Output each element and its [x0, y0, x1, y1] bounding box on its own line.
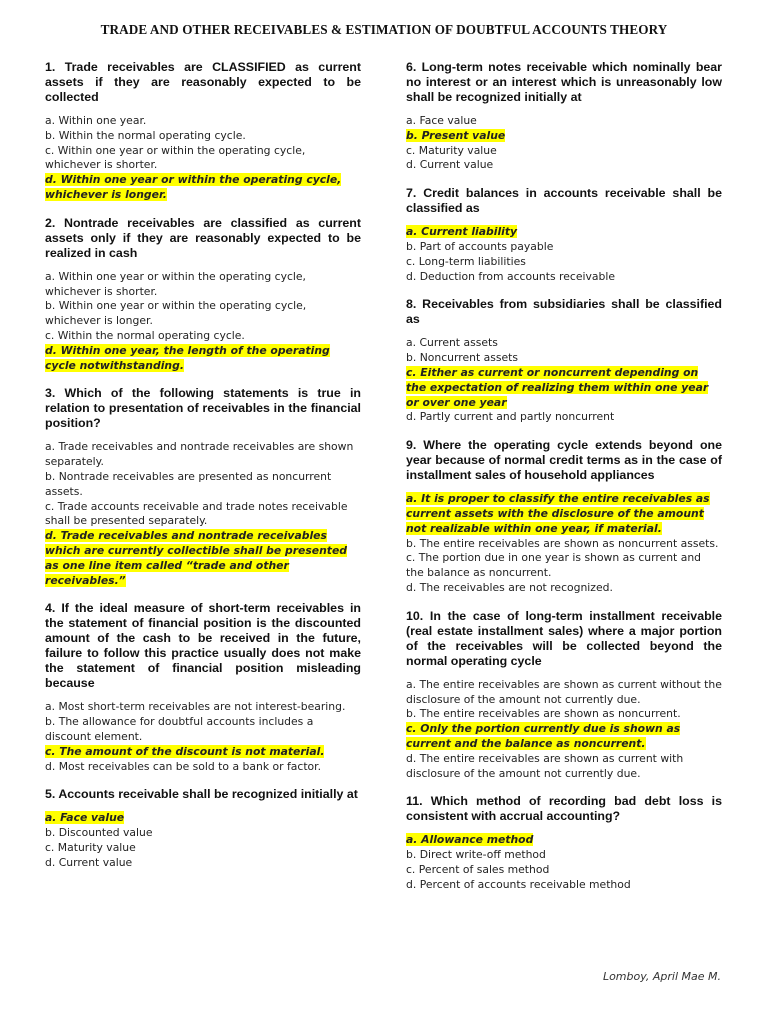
question-block	[45, 601, 361, 774]
option-text: b. Direct write-off method	[406, 848, 546, 862]
option-text: d. Current value	[45, 855, 133, 869]
answer-option-highlighted	[406, 225, 722, 240]
answer-option-highlighted	[406, 129, 722, 144]
answer-option	[406, 581, 722, 596]
option-text: b. Nontrade receivables are presented as noncurrent assets.	[45, 469, 332, 498]
question-text: 1. Trade receivables are CLASSIFIED as current assets if they are reasonably expected to be collected	[45, 60, 361, 104]
answer-option-highlighted	[406, 833, 722, 848]
answer-option	[406, 878, 722, 893]
option-text: d. Trade receivables and nontrade receivables which are currently collectible shall be presented as one line item called “trade and other receivables.”	[45, 529, 348, 587]
answer-option	[406, 240, 722, 255]
answer-option	[406, 537, 722, 552]
answer-option	[406, 114, 722, 129]
question-text: 8. Receivables from subsidiaries shall be classified as	[406, 297, 722, 327]
option-text: c. Percent of sales method	[406, 862, 550, 876]
answer-option	[406, 336, 722, 351]
option-text: b. Noncurrent assets	[406, 351, 518, 365]
option-text: a. Allowance method	[406, 833, 534, 847]
answer-option	[45, 500, 361, 530]
question-block	[406, 186, 722, 284]
answer-option	[45, 826, 361, 841]
option-text: b. Within the normal operating cycle.	[45, 128, 246, 142]
answer-option	[45, 700, 361, 715]
option-text: a. Trade receivables and nontrade receivables are shown separately.	[45, 440, 354, 469]
option-text: d. The entire receivables are shown as current with disclosure of the amount not currently due.	[406, 751, 684, 780]
author-name: Lomboy, April Mae M.	[602, 970, 721, 983]
answer-option-highlighted	[406, 722, 722, 752]
option-text: b. Present value	[406, 128, 506, 142]
option-text: a. Current assets	[406, 336, 498, 350]
option-text: c. Only the portion currently due is shown as current and the balance as noncurrent.	[406, 722, 681, 750]
question-text: 10. In the case of long-term installment receivable (real estate installment sales) where a major portion of the receivables will be collected beyond the normal operating cycle	[406, 608, 722, 668]
answer-option-highlighted	[406, 492, 722, 536]
option-text: c. Within the normal operating cycle.	[45, 328, 245, 342]
option-text: b. The entire receivables are shown as noncurrent.	[406, 707, 681, 721]
answer-option-highlighted	[45, 529, 361, 588]
option-text: a. Most short-term receivables are not interest-bearing.	[45, 700, 346, 714]
answer-option-highlighted	[406, 366, 722, 410]
answer-option	[45, 299, 361, 329]
answer-option	[45, 129, 361, 144]
option-text: a. It is proper to classify the entire receivables as current assets with the disclosure of the amount not realizable within one year, if material.	[406, 492, 710, 535]
answer-option	[45, 114, 361, 129]
option-text: d. Most receivables can be sold to a bank or factor.	[45, 759, 322, 773]
option-text: a. Face value	[406, 114, 477, 127]
option-text: b. The entire receivables are shown as noncurrent assets.	[406, 536, 719, 550]
option-text: a. The entire receivables are shown as current without the disclosure of the amount not currently due.	[406, 677, 722, 706]
answer-option	[406, 848, 722, 863]
option-text: c. The portion due in one year is shown as current and the balance as noncurrent.	[406, 551, 702, 580]
answer-option	[45, 270, 361, 300]
answer-option	[45, 329, 361, 344]
option-text: a. Within one year or within the operating cycle, whichever is shorter.	[45, 269, 306, 298]
question-text: 11. Which method of recording bad debt loss is consistent with accrual accounting?	[406, 794, 722, 824]
answer-option	[406, 144, 722, 159]
question-block	[45, 386, 361, 588]
answer-option	[406, 158, 722, 173]
answer-option	[406, 863, 722, 878]
option-text: d. Percent of accounts receivable method	[406, 877, 631, 891]
option-text: a. Face value	[45, 811, 125, 825]
answer-option	[406, 678, 722, 708]
option-text: c. Long-term liabilities	[406, 254, 526, 268]
question-block	[45, 787, 361, 870]
question-text: 2. Nontrade receivables are classified as current assets only if they are reasonably expected to be realized in cash	[45, 215, 361, 260]
option-text: d. Current value	[406, 158, 494, 172]
question-text: 4. If the ideal measure of short-term receivables in the statement of financial position is the discounted amount of the cash to be received in the future, failure to follow this practice usually does not make the statement of financial position misleading because	[45, 601, 361, 691]
answer-option	[406, 270, 722, 285]
question-block	[406, 438, 722, 596]
answer-option	[45, 440, 361, 470]
question-block	[406, 609, 722, 782]
answer-option-highlighted	[45, 344, 361, 374]
answer-option	[406, 351, 722, 366]
option-text: b. The allowance for doubtful accounts includes a discount element.	[45, 715, 314, 743]
answer-option	[406, 255, 722, 270]
answer-option	[45, 470, 361, 500]
question-text: 7. Credit balances in accounts receivable shall be classified as	[406, 186, 722, 216]
answer-option	[45, 841, 361, 856]
option-text: b. Within one year or within the operating cycle, whichever is longer.	[45, 299, 307, 328]
answer-option	[406, 752, 722, 782]
question-text: 9. Where the operating cycle extends beyond one year because of normal credit terms as in the case of installment sales of household appliances	[406, 438, 722, 483]
left-column	[45, 60, 361, 884]
option-text: d. Within one year or within the operating cycle, whichever is longer.	[45, 173, 342, 201]
option-text: a. Current liability	[406, 225, 518, 239]
answer-option	[45, 760, 361, 775]
question-block	[406, 60, 722, 173]
option-text: d. Partly current and partly noncurrent	[406, 410, 615, 424]
question-text: 5. Accounts receivable shall be recognized initially at	[45, 787, 358, 802]
right-column	[406, 60, 722, 906]
option-text: a. Within one year.	[45, 114, 147, 127]
option-text: b. Part of accounts payable	[406, 239, 554, 253]
question-block	[406, 297, 722, 425]
question-block	[45, 216, 361, 374]
question-block	[45, 60, 361, 203]
answer-option-highlighted	[45, 173, 361, 203]
option-text: c. The amount of the discount is not material.	[45, 744, 325, 758]
page-title: TRADE AND OTHER RECEIVABLES & ESTIMATION OF DOUBTFUL ACCOUNTS THEORY	[100, 22, 668, 37]
answer-option	[45, 856, 361, 871]
option-text: d. Deduction from accounts receivable	[406, 269, 615, 283]
answer-option	[45, 715, 361, 745]
answer-option	[406, 551, 722, 581]
option-text: c. Maturity value	[45, 840, 136, 854]
question-text: 6. Long-term notes receivable which nominally bear no interest or an interest which is unreasonably low shall be recognized initially at	[406, 60, 722, 104]
option-text: b. Discounted value	[45, 826, 153, 840]
option-text: c. Trade accounts receivable and trade notes receivable shall be presented separately.	[45, 499, 348, 528]
option-text: c. Within one year or within the operating cycle, whichever is shorter.	[45, 143, 306, 172]
answer-option-highlighted	[45, 811, 361, 826]
option-text: c. Either as current or noncurrent depending on the expectation of realizing them within one year or over one year	[406, 365, 709, 409]
option-text: d. The receivables are not recognized.	[406, 580, 613, 594]
question-text: 3. Which of the following statements is true in relation to presentation of receivables in the financial position?	[45, 386, 361, 431]
option-text: c. Maturity value	[406, 143, 497, 157]
answer-option-highlighted	[45, 745, 361, 760]
answer-option	[406, 707, 722, 722]
answer-option	[45, 144, 361, 174]
answer-option	[406, 410, 722, 425]
question-block	[406, 794, 722, 892]
option-text: d. Within one year, the length of the operating cycle notwithstanding.	[45, 343, 330, 372]
